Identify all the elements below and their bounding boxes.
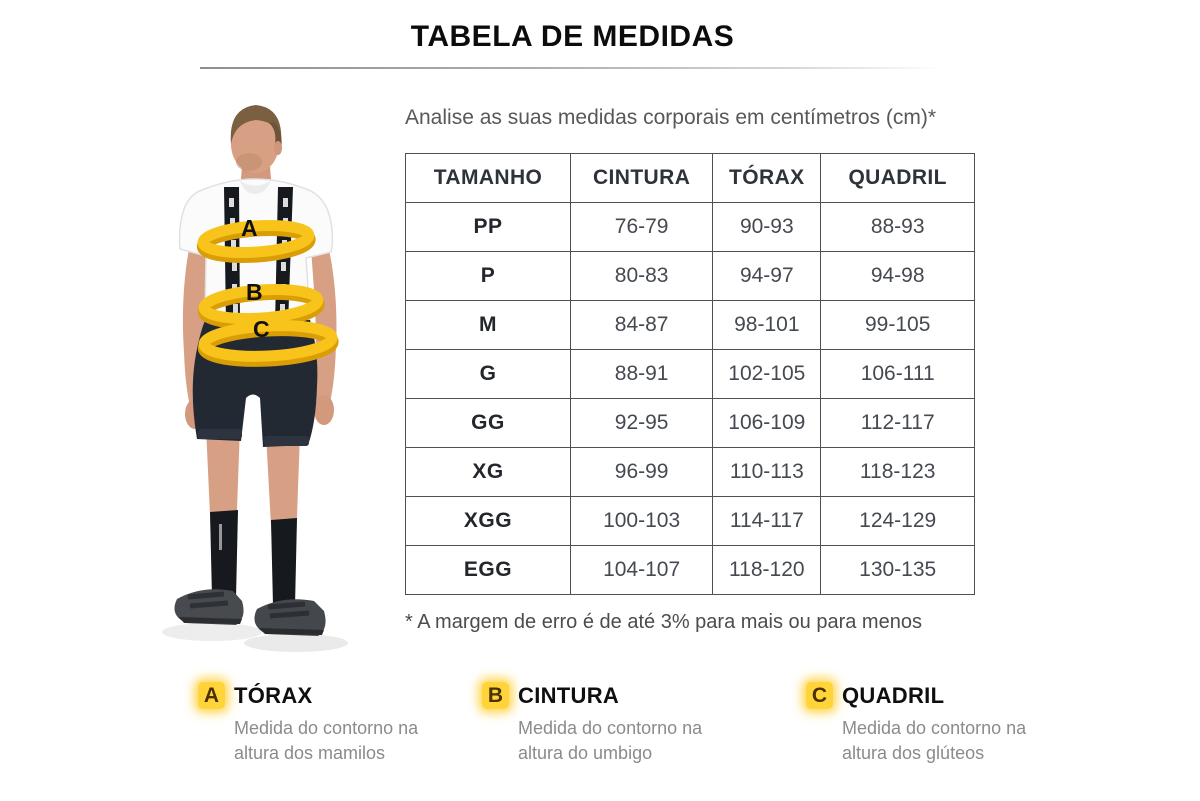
table-row: [406, 399, 975, 448]
size-value: XGG: [406, 497, 571, 546]
torax-value: 94-97: [713, 252, 821, 301]
intro-text: Analise as suas medidas corporais em centímetros (cm)*: [405, 106, 937, 129]
model-figure: [84, 92, 402, 664]
title-underline: [200, 67, 942, 69]
cintura-value: 76-79: [571, 203, 713, 252]
cintura-value: 80-83: [571, 252, 713, 301]
size-value: XG: [406, 448, 571, 497]
size-value: PP: [406, 203, 571, 252]
band-label-b: B: [246, 279, 263, 305]
quadril-value: 130-135: [821, 546, 975, 595]
legend-title-torax: TÓRAX: [234, 682, 313, 708]
quadril-value: 112-117: [821, 399, 975, 448]
cintura-value: 88-91: [571, 350, 713, 399]
quadril-value: 124-129: [821, 497, 975, 546]
band-label-a: A: [241, 215, 258, 241]
legend-badge-b: B: [482, 682, 509, 709]
quadril-value: 118-123: [821, 448, 975, 497]
torax-value: 110-113: [713, 448, 821, 497]
quadril-value: 94-98: [821, 252, 975, 301]
table-row: [406, 546, 975, 595]
page-title: TABELA DE MEDIDAS: [410, 20, 735, 53]
legend-badge-c: C: [806, 682, 833, 709]
size-value: G: [406, 350, 571, 399]
band-label-c: C: [253, 316, 270, 342]
table-row: [406, 203, 975, 252]
legend-description-quadril: Medida do contorno na altura dos glúteos: [842, 718, 1027, 763]
size-value: P: [406, 252, 571, 301]
table-header-row: [406, 154, 975, 203]
legend-item-quadril: [806, 682, 1066, 766]
cintura-value: 96-99: [571, 448, 713, 497]
legend-title-cintura: CINTURA: [518, 682, 620, 708]
size-value: M: [406, 301, 571, 350]
table-row: [406, 301, 975, 350]
torax-value: 106-109: [713, 399, 821, 448]
torax-value: 102-105: [713, 350, 821, 399]
cintura-value: 92-95: [571, 399, 713, 448]
size-table: [405, 153, 975, 595]
quadril-value: 106-111: [821, 350, 975, 399]
size-value: GG: [406, 399, 571, 448]
margin-of-error-note: * A margem de erro é de até 3% para mais ou para menos: [405, 611, 922, 633]
size-value: EGG: [406, 546, 571, 595]
model-head: [231, 105, 282, 173]
legend-description-torax: Medida do contorno na altura dos mamilos: [234, 718, 419, 763]
column-header-tamanho: TAMANHO: [406, 154, 571, 203]
quadril-value: 88-93: [821, 203, 975, 252]
legend-badge-a: A: [198, 682, 225, 709]
legend-item-torax: [198, 682, 458, 766]
table-row: [406, 252, 975, 301]
legend-title-quadril: QUADRIL: [842, 682, 945, 708]
column-header-quadril: QUADRIL: [821, 154, 975, 203]
quadril-value: 99-105: [821, 301, 975, 350]
table-row: [406, 448, 975, 497]
table-row: [406, 350, 975, 399]
cintura-value: 84-87: [571, 301, 713, 350]
column-header-cintura: CINTURA: [571, 154, 713, 203]
torax-value: 118-120: [713, 546, 821, 595]
legend-item-cintura: [482, 682, 742, 766]
torax-value: 98-101: [713, 301, 821, 350]
torax-value: 90-93: [713, 203, 821, 252]
column-header-torax: TÓRAX: [713, 154, 821, 203]
torax-value: 114-117: [713, 497, 821, 546]
cintura-value: 104-107: [571, 546, 713, 595]
table-row: [406, 497, 975, 546]
legend-description-cintura: Medida do contorno na altura do umbigo: [518, 718, 703, 763]
cintura-value: 100-103: [571, 497, 713, 546]
